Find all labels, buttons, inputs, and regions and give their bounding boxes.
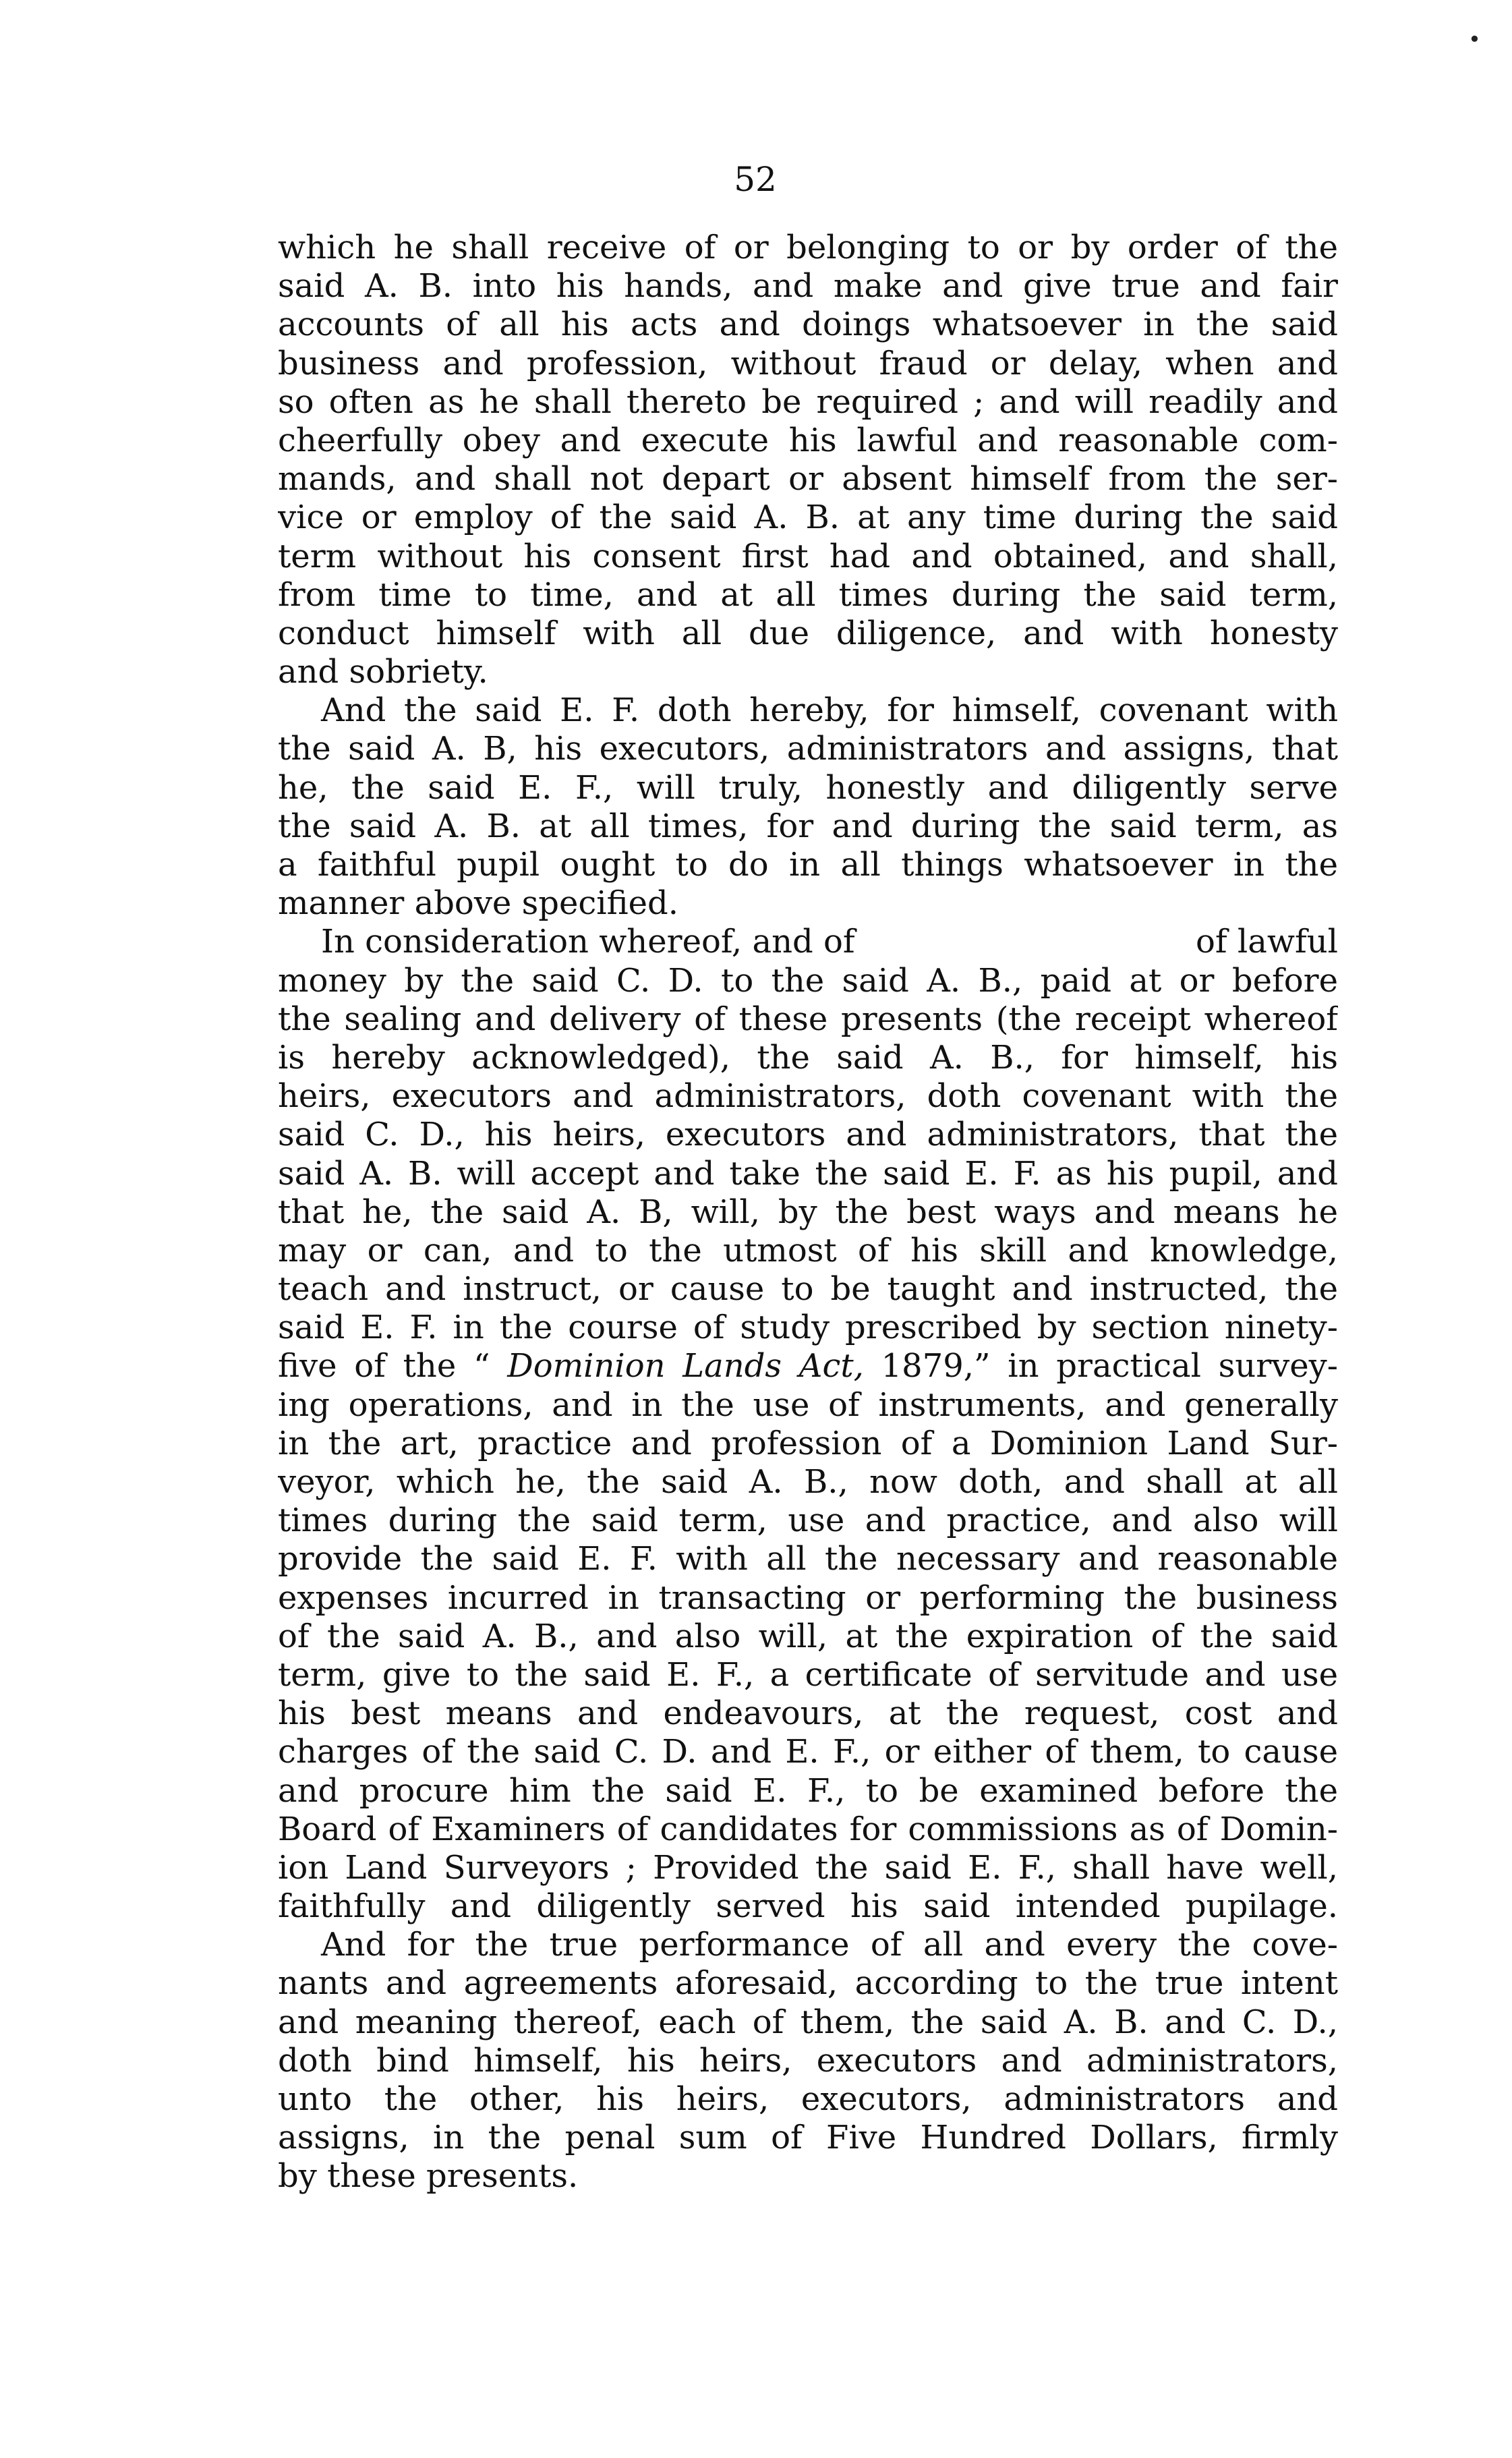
- text-line: vice or employ of the said A. B. at any time during the said: [278, 498, 1338, 537]
- text-line: from time to time, and at all times during the said term,: [278, 575, 1338, 614]
- text-line: said E. F. in the course of study prescribed by section ninety-: [278, 1309, 1338, 1347]
- text-line: teach and instruct, or cause to be taught and instructed, the: [278, 1270, 1338, 1309]
- text-line: and meaning thereof, each of them, the said A. B. and C. D.,: [278, 2003, 1338, 2041]
- text-line: charges of the said C. D. and E. F., or either of them, to cause: [278, 1733, 1338, 1771]
- text-line: term, give to the said E. F., a certificate of servitude and use: [278, 1655, 1338, 1694]
- paragraph-first-line: And the said E. F. doth hereby, for himself, covenant with: [321, 691, 1338, 730]
- text-line: faithfully and diligently served his said intended pupilage.: [278, 1887, 1338, 1926]
- text-line: a faithful pupil ought to do in all things whatsoever in the: [278, 846, 1338, 884]
- text-line: ing operations, and in the use of instruments, and generally: [278, 1385, 1338, 1424]
- text-line: his best means and endeavours, at the request, cost and: [278, 1694, 1338, 1733]
- page-speck-mark: •: [1468, 26, 1481, 52]
- text-line: in the art, practice and profession of a Dominion Land Sur-: [278, 1424, 1338, 1462]
- text-line: provide the said E. F. with all the necessary and reasonable: [278, 1540, 1338, 1578]
- text-line: said C. D., his heirs, executors and administrators, that the: [278, 1116, 1338, 1154]
- text-line: assigns, in the penal sum of Five Hundred Dollars, firmly: [278, 2119, 1338, 2157]
- paragraph-first-line: [278, 923, 1338, 961]
- text-line: mands, and shall not depart or absent himself from the ser-: [278, 460, 1338, 498]
- text-line: he, the said E. F., will truly, honestly and diligently serve: [278, 768, 1338, 807]
- act-title: Dominion Lands Act,: [507, 1347, 864, 1385]
- text-line: expenses incurred in transacting or performing the business: [278, 1578, 1338, 1617]
- text-line: times during the said term, use and practice, and also will: [278, 1502, 1338, 1540]
- text-line: which he shall receive of or belonging to or by order of the: [278, 229, 1338, 266]
- text-line: term without his consent first had and obtained, and shall,: [278, 537, 1338, 575]
- text-line: and procure him the said E. F., to be examined before the: [278, 1771, 1338, 1810]
- page-number: 52: [734, 160, 777, 199]
- text-line: so often as he shall thereto be required ; and will readily and: [278, 382, 1338, 421]
- text-line: unto the other, his heirs, executors, administrators and: [278, 2080, 1338, 2118]
- text-line: accounts of all his acts and doings whatsoever in the said: [278, 306, 1338, 344]
- text-line: that he, the said A. B, will, by the best ways and means he: [278, 1193, 1338, 1231]
- text-line: nants and agreements aforesaid, according to the true intent: [278, 1964, 1338, 2003]
- text-line: cheerfully obey and execute his lawful and reasonable com-: [278, 421, 1338, 459]
- text-line: is hereby acknowledged), the said A. B., for himself, his: [278, 1038, 1338, 1077]
- text-line: [278, 1347, 1338, 1385]
- consideration-text: In consideration whereof, and of: [321, 923, 855, 961]
- text-line: ion Land Surveyors ; Provided the said E. F., shall have well,: [278, 1848, 1338, 1887]
- text-line: doth bind himself, his heirs, executors and administrators,: [278, 2041, 1338, 2080]
- act-line-suffix: 1879,” in practical survey-: [863, 1347, 1338, 1385]
- text-line: may or can, and to the utmost of his skill and knowledge,: [278, 1231, 1338, 1269]
- text-line: money by the said C. D. to the said A. B., paid at or before: [278, 961, 1338, 1000]
- text-line: and sobriety.: [278, 653, 488, 691]
- text-line: said A. B. into his hands, and make and give true and fair: [278, 267, 1338, 306]
- lawful-money-text: of lawful: [1195, 923, 1338, 961]
- text-line: the sealing and delivery of these presents (the receipt whereof: [278, 1000, 1338, 1038]
- text-line: heirs, executors and administrators, doth covenant with the: [278, 1077, 1338, 1116]
- text-line: Board of Examiners of candidates for commissions as of Domin-: [278, 1810, 1338, 1848]
- text-line: business and profession, without fraud or delay, when and: [278, 344, 1338, 382]
- act-line-prefix: five of the “: [278, 1347, 508, 1385]
- text-line: the said A. B. at all times, for and during the said term, as: [278, 807, 1338, 845]
- text-line: by these presents.: [278, 2157, 579, 2196]
- text-line: of the said A. B., and also will, at the expiration of the said: [278, 1617, 1338, 1655]
- paragraph-first-line: And for the true performance of all and every the cove-: [321, 1926, 1338, 1964]
- text-line: the said A. B, his executors, administrators and assigns, that: [278, 730, 1338, 768]
- text-line: manner above specified.: [278, 884, 678, 923]
- text-line: conduct himself with all due diligence, and with honesty: [278, 614, 1338, 652]
- text-line: veyor, which he, the said A. B., now doth, and shall at all: [278, 1463, 1338, 1501]
- body-text: [278, 229, 1338, 2196]
- text-line: said A. B. will accept and take the said E. F. as his pupil, and: [278, 1154, 1338, 1193]
